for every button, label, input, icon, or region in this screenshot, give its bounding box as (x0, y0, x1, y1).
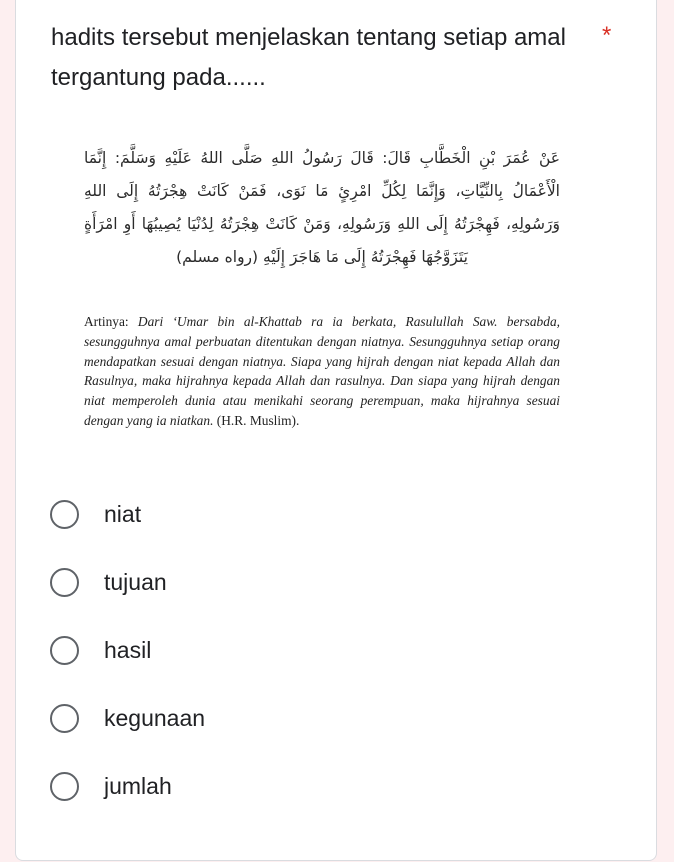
option-label: tujuan (104, 569, 167, 595)
translation-lead: Artinya: (84, 314, 138, 329)
radio-button[interactable] (50, 636, 79, 665)
radio-button[interactable] (50, 704, 79, 733)
option-kegunaan[interactable] (50, 694, 570, 742)
option-label: hasil (104, 637, 152, 663)
option-label: jumlah (104, 773, 172, 799)
radio-button[interactable] (50, 568, 79, 597)
question-title: hadits tersebut menjelaskan tentang setiap amal tergantung pada...... (51, 24, 566, 91)
option-niat[interactable] (50, 490, 570, 538)
radio-button[interactable] (50, 772, 79, 801)
option-label: niat (104, 501, 142, 527)
option-tujuan[interactable] (50, 558, 570, 606)
required-asterisk: * (602, 22, 612, 49)
radio-button[interactable] (50, 500, 79, 529)
hadith-arabic-text: عَنْ عُمَرَ بْنِ الْخَطَّابِ قَالَ: قَالَ رَسُولُ اللهِ صَلَّى اللهُ عَلَيْهِ وَسَلَّمَ: إِنَّمَا الْأَعْمَالُ بِالنِّيَّاتِ، وَإِنَّمَا لِكُلِّ امْرِئٍ مَا نَوَى، فَمَنْ كَانَتْ هِجْرَتُهُ إِلَى اللهِ وَرَسُولِهِ، فَهِجْرَتُهُ إِلَى اللهِ وَرَسُولِهِ، وَمَنْ كَانَتْ هِجْرَتُهُ لِدُنْيَا يُصِيبُهَا أَوِ امْرَأَةٍ يَتَزَوَّجُهَا فَهِجْرَتُهُ إِلَى مَا هَاجَرَ إِلَيْهِ (رواه مسلم) (84, 149, 560, 266)
hadith-image (84, 142, 560, 462)
translation-reference: (H.R. Muslim). (213, 412, 300, 428)
option-label: kegunaan (104, 705, 206, 731)
option-hasil[interactable] (50, 626, 570, 674)
hadith-translation (84, 312, 560, 431)
answer-options (50, 490, 570, 830)
option-jumlah[interactable] (50, 762, 570, 810)
translation-body: Dari ‘Umar bin al-Khattab ra ia berkata, Rasulullah Saw. bersabda, sesungguhnya amal perbuatan ditentukan dengan niatnya. Sesungguhnya setiap orang mendapatkan sesuai dengan niatnya. Siapa yang hijrah dengan niat kepada Allah dan Rasulnya, maka hijrahnya kepada Allah dan rasulnya. Dan siapa yang hijrah dengan niat memperoleh dunia atau menikahi seorang perempuan, maka hijrahnya sesuai dengan yang ia niatkan. (84, 314, 560, 428)
